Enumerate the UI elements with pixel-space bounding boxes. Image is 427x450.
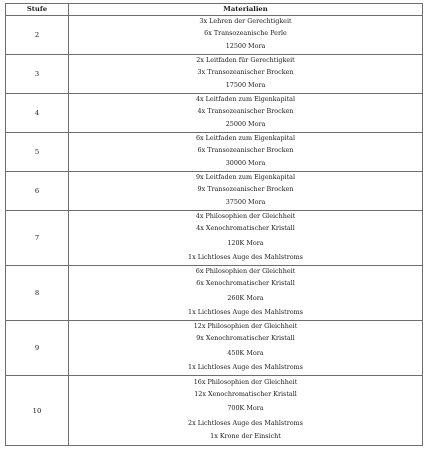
- material-item: 2x Lichtloses Auge des Mahlstroms: [188, 418, 303, 427]
- material-item: 30000 Mora: [225, 159, 266, 168]
- stufe-cell: 6: [6, 172, 69, 211]
- material-item: 9x Transozeanischer Brocken: [197, 184, 294, 193]
- material-item: 12x Xenochromatischer Kristall: [194, 389, 297, 398]
- stufe-cell: 4: [6, 94, 69, 133]
- stufe-cell: 3: [6, 55, 69, 94]
- materialien-cell: [69, 133, 423, 172]
- material-item: 1x Lichtloses Auge des Mahlstroms: [188, 307, 303, 316]
- material-item: 3x Lehren der Gerechtigkeit: [199, 16, 292, 25]
- material-item: 4x Xenochromatischer Kristall: [196, 224, 295, 233]
- table-row: [6, 133, 423, 172]
- material-item: 6x Transozeanischer Brocken: [197, 145, 294, 154]
- material-item: 260K Mora: [227, 294, 264, 302]
- material-item: 6x Philosophien der Gleichheit: [195, 267, 296, 276]
- materialien-cell: [69, 16, 423, 55]
- material-item: 6x Transozeanische Perle: [204, 28, 287, 37]
- materials-table: [5, 3, 423, 446]
- table-row: [6, 55, 423, 94]
- header-materialien: Materialien: [69, 4, 423, 16]
- header-stufe: Stufe: [6, 4, 69, 16]
- materialien-cell: [69, 321, 423, 376]
- material-item: 700K Mora: [227, 404, 264, 413]
- materialien-cell: [69, 94, 423, 133]
- material-item: 9x Xenochromatischer Kristall: [196, 334, 295, 343]
- table-header-row: [6, 4, 423, 16]
- material-item: 6x Leitfaden zum Eigenkapital: [195, 133, 296, 142]
- material-item: 25000 Mora: [225, 120, 266, 129]
- material-item: 4x Transozeanischer Brocken: [197, 106, 294, 115]
- material-item: 3x Transozeanischer Brocken: [197, 67, 294, 76]
- stufe-cell: 8: [6, 266, 69, 321]
- material-item: 1x Lichtloses Auge des Mahlstroms: [188, 362, 303, 371]
- material-item: 12500 Mora: [225, 42, 266, 51]
- stufe-cell: 7: [6, 211, 69, 266]
- stufe-cell: 5: [6, 133, 69, 172]
- material-item: 1x Lichtloses Auge des Mahlstroms: [188, 252, 303, 261]
- material-item: 1x Krone der Einsicht: [210, 432, 281, 441]
- table-row: [6, 16, 423, 55]
- materialien-cell: [69, 55, 423, 94]
- materialien-cell: [69, 211, 423, 266]
- stufe-cell: 9: [6, 321, 69, 376]
- materials-table-container: [5, 3, 423, 446]
- stufe-cell: 2: [6, 16, 69, 55]
- table-body: [6, 16, 423, 446]
- table-row: [6, 94, 423, 133]
- material-item: 4x Philosophien der Gleichheit: [195, 212, 296, 221]
- material-item: 16x Philosophien der Gleichheit: [193, 377, 298, 386]
- material-item: 120K Mora: [227, 239, 264, 247]
- table-row: [6, 266, 423, 321]
- table-row: [6, 211, 423, 266]
- material-item: 37500 Mora: [225, 198, 266, 207]
- material-item: 6x Xenochromatischer Kristall: [196, 279, 295, 288]
- materialien-cell: [69, 376, 423, 446]
- material-item: 9x Leitfaden zum Eigenkapital: [195, 172, 296, 181]
- table-row: [6, 172, 423, 211]
- material-item: 450K Mora: [227, 349, 264, 357]
- material-item: 2x Leitfaden für Gerechtigkeit: [196, 55, 295, 64]
- materialien-cell: [69, 266, 423, 321]
- stufe-cell: 10: [6, 376, 69, 446]
- table-row: [6, 321, 423, 376]
- material-item: 4x Leitfaden zum Eigenkapital: [195, 94, 296, 103]
- materialien-cell: [69, 172, 423, 211]
- material-item: 17500 Mora: [225, 81, 266, 90]
- table-row: [6, 376, 423, 446]
- material-item: 12x Philosophien der Gleichheit: [193, 322, 298, 331]
